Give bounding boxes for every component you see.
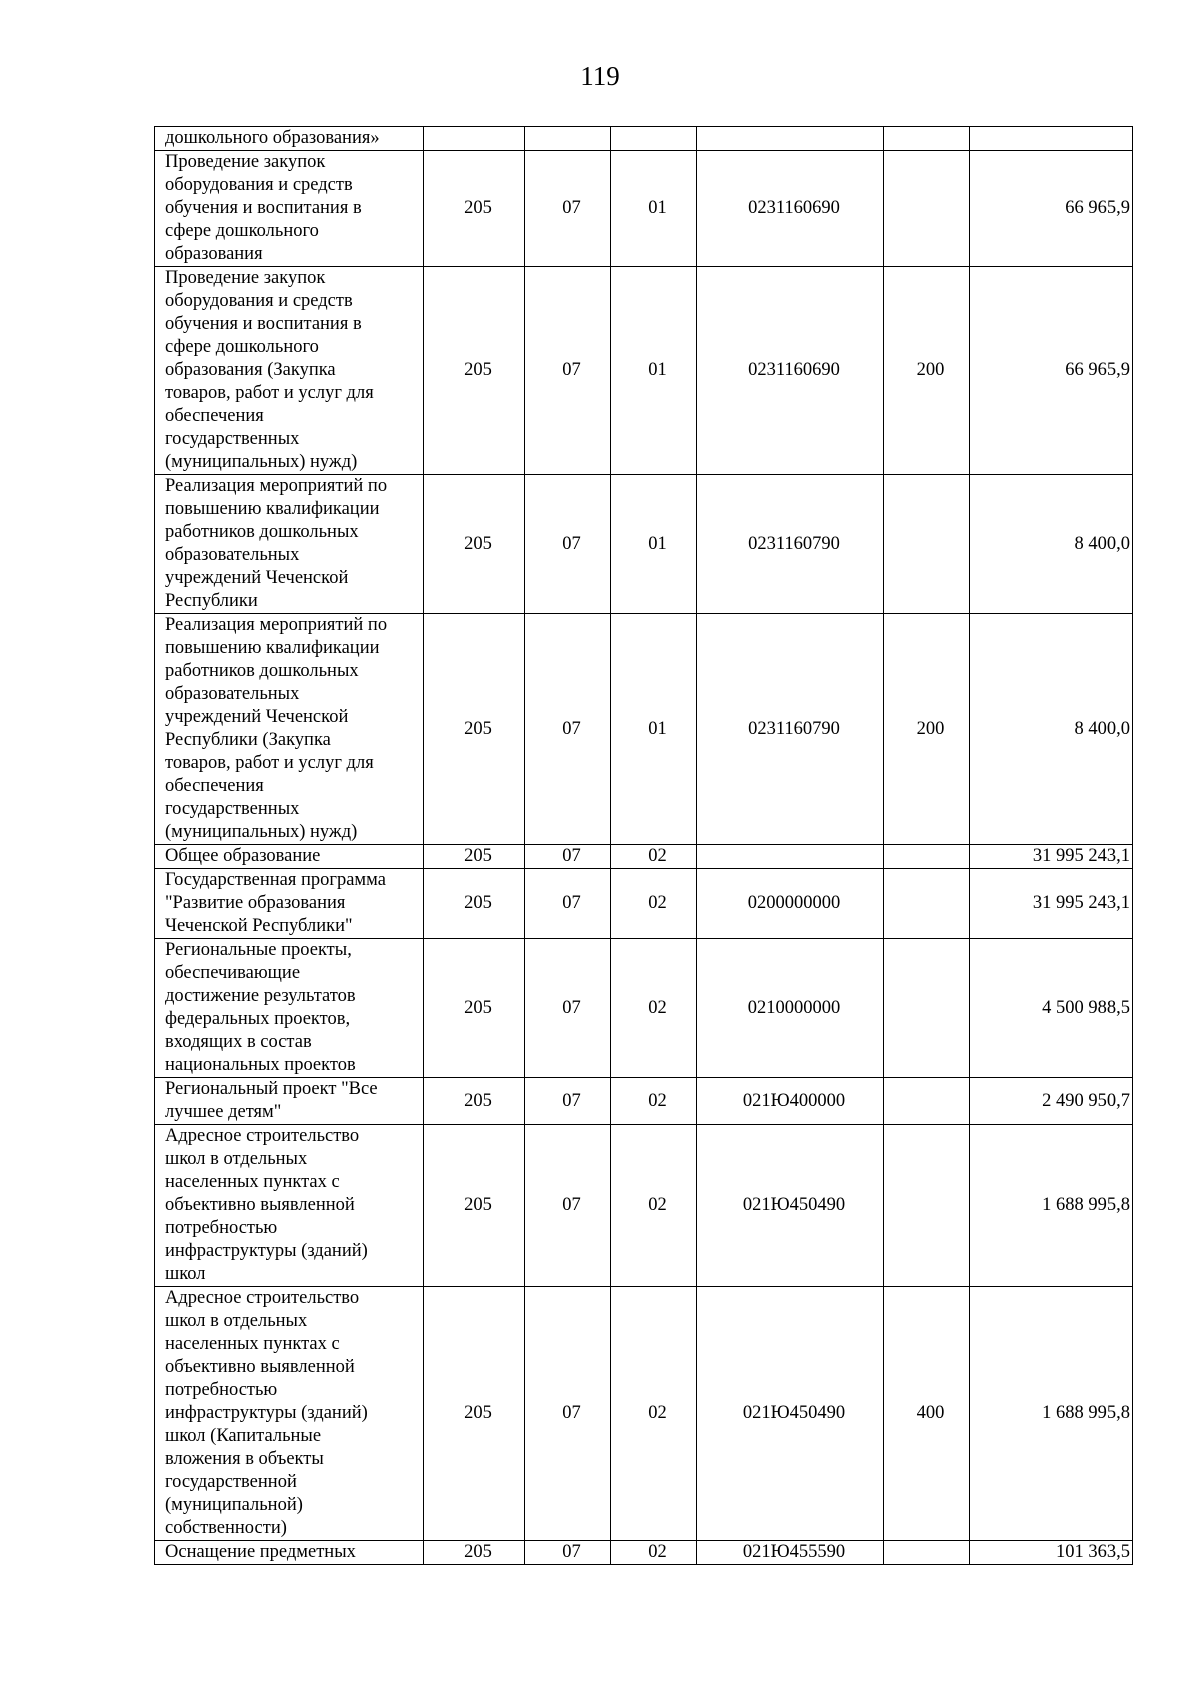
expenditure-name-cell: Региональный проект "Все лучшее детям" <box>155 1078 424 1125</box>
expenditure-name-cell: Реализация мероприятий по повышению квалификации работников дошкольных образовательных учреждений Чеченской Республики <box>155 475 424 614</box>
table-body <box>155 127 1133 1565</box>
page-number: 119 <box>580 61 620 91</box>
ministry-code-cell: 205 <box>424 1125 525 1287</box>
target-item-code-cell: 0231160790 <box>697 614 884 845</box>
target-item-code-cell <box>697 845 884 869</box>
ministry-code-cell: 205 <box>424 1541 525 1565</box>
table-row <box>155 1078 1133 1125</box>
expenditure-name-cell: дошкольного образования» <box>155 127 424 151</box>
ministry-code-cell: 205 <box>424 1287 525 1541</box>
expense-type-code-cell <box>884 845 970 869</box>
amount-cell: 66 965,9 <box>970 267 1133 475</box>
amount-cell: 8 400,0 <box>970 475 1133 614</box>
section-code-cell: 07 <box>525 475 611 614</box>
budget-table <box>154 126 1133 1565</box>
amount-cell: 2 490 950,7 <box>970 1078 1133 1125</box>
table-row <box>155 1287 1133 1541</box>
ministry-code-cell: 205 <box>424 267 525 475</box>
section-code-cell: 07 <box>525 614 611 845</box>
amount-cell: 31 995 243,1 <box>970 869 1133 939</box>
table-row <box>155 845 1133 869</box>
amount-cell: 31 995 243,1 <box>970 845 1133 869</box>
section-code-cell: 07 <box>525 869 611 939</box>
amount-cell: 8 400,0 <box>970 614 1133 845</box>
amount-cell: 1 688 995,8 <box>970 1125 1133 1287</box>
amount-cell: 66 965,9 <box>970 151 1133 267</box>
section-code-cell: 07 <box>525 1541 611 1565</box>
subsection-code-cell: 02 <box>611 939 697 1078</box>
target-item-code-cell: 021Ю450490 <box>697 1287 884 1541</box>
expenditure-name-cell: Проведение закупок оборудования и средств обучения и воспитания в сфере дошкольного образования <box>155 151 424 267</box>
section-code-cell: 07 <box>525 1078 611 1125</box>
table-row <box>155 869 1133 939</box>
target-item-code-cell: 021Ю400000 <box>697 1078 884 1125</box>
expense-type-code-cell <box>884 939 970 1078</box>
ministry-code-cell: 205 <box>424 614 525 845</box>
table-row <box>155 1125 1133 1287</box>
target-item-code-cell: 021Ю450490 <box>697 1125 884 1287</box>
subsection-code-cell: 01 <box>611 267 697 475</box>
expense-type-code-cell <box>884 127 970 151</box>
table-row <box>155 475 1133 614</box>
expenditure-name-cell: Государственная программа "Развитие образования Чеченской Республики" <box>155 869 424 939</box>
expenditure-name-cell: Адресное строительство школ в отдельных населенных пунктах с объективно выявленной потребностью инфраструктуры (зданий) школ <box>155 1125 424 1287</box>
ministry-code-cell: 205 <box>424 1078 525 1125</box>
amount-cell: 101 363,5 <box>970 1541 1133 1565</box>
target-item-code-cell: 0231160690 <box>697 267 884 475</box>
section-code-cell <box>525 127 611 151</box>
subsection-code-cell: 02 <box>611 1078 697 1125</box>
amount-cell <box>970 127 1133 151</box>
expenditure-name-cell: Проведение закупок оборудования и средств обучения и воспитания в сфере дошкольного образования (Закупка товаров, работ и услуг для обеспечения государственных (муниципальных) нужд) <box>155 267 424 475</box>
expense-type-code-cell <box>884 151 970 267</box>
table-row <box>155 151 1133 267</box>
target-item-code-cell: 021Ю455590 <box>697 1541 884 1565</box>
table-row <box>155 1541 1133 1565</box>
target-item-code-cell: 0231160690 <box>697 151 884 267</box>
target-item-code-cell: 0200000000 <box>697 869 884 939</box>
expenditure-name-cell: Реализация мероприятий по повышению квалификации работников дошкольных образовательных учреждений Чеченской Республики (Закупка товаров, работ и услуг для обеспечения государственных (муниципальных) нужд) <box>155 614 424 845</box>
expense-type-code-cell <box>884 1541 970 1565</box>
subsection-code-cell: 02 <box>611 869 697 939</box>
table-row <box>155 127 1133 151</box>
expenditure-name-cell: Общее образование <box>155 845 424 869</box>
expense-type-code-cell <box>884 1125 970 1287</box>
ministry-code-cell <box>424 127 525 151</box>
table-row <box>155 939 1133 1078</box>
amount-cell: 4 500 988,5 <box>970 939 1133 1078</box>
subsection-code-cell: 02 <box>611 845 697 869</box>
expense-type-code-cell: 200 <box>884 267 970 475</box>
section-code-cell: 07 <box>525 939 611 1078</box>
ministry-code-cell: 205 <box>424 845 525 869</box>
subsection-code-cell: 02 <box>611 1125 697 1287</box>
expense-type-code-cell: 400 <box>884 1287 970 1541</box>
expense-type-code-cell: 200 <box>884 614 970 845</box>
subsection-code-cell: 02 <box>611 1541 697 1565</box>
ministry-code-cell: 205 <box>424 475 525 614</box>
ministry-code-cell: 205 <box>424 151 525 267</box>
section-code-cell: 07 <box>525 267 611 475</box>
expense-type-code-cell <box>884 1078 970 1125</box>
expenditure-name-cell: Адресное строительство школ в отдельных населенных пунктах с объективно выявленной потребностью инфраструктуры (зданий) школ (Капитальные вложения в объекты государственной (муниципальной) собственности) <box>155 1287 424 1541</box>
subsection-code-cell: 01 <box>611 475 697 614</box>
table-row <box>155 267 1133 475</box>
subsection-code-cell: 01 <box>611 151 697 267</box>
subsection-code-cell: 01 <box>611 614 697 845</box>
target-item-code-cell: 0210000000 <box>697 939 884 1078</box>
table-row <box>155 614 1133 845</box>
expense-type-code-cell <box>884 475 970 614</box>
subsection-code-cell <box>611 127 697 151</box>
target-item-code-cell: 0231160790 <box>697 475 884 614</box>
section-code-cell: 07 <box>525 1125 611 1287</box>
section-code-cell: 07 <box>525 845 611 869</box>
section-code-cell: 07 <box>525 1287 611 1541</box>
ministry-code-cell: 205 <box>424 869 525 939</box>
section-code-cell: 07 <box>525 151 611 267</box>
expenditure-name-cell: Региональные проекты, обеспечивающие достижение результатов федеральных проектов, входящих в состав национальных проектов <box>155 939 424 1078</box>
expenditure-name-cell: Оснащение предметных <box>155 1541 424 1565</box>
ministry-code-cell: 205 <box>424 939 525 1078</box>
amount-cell: 1 688 995,8 <box>970 1287 1133 1541</box>
target-item-code-cell <box>697 127 884 151</box>
expense-type-code-cell <box>884 869 970 939</box>
subsection-code-cell: 02 <box>611 1287 697 1541</box>
